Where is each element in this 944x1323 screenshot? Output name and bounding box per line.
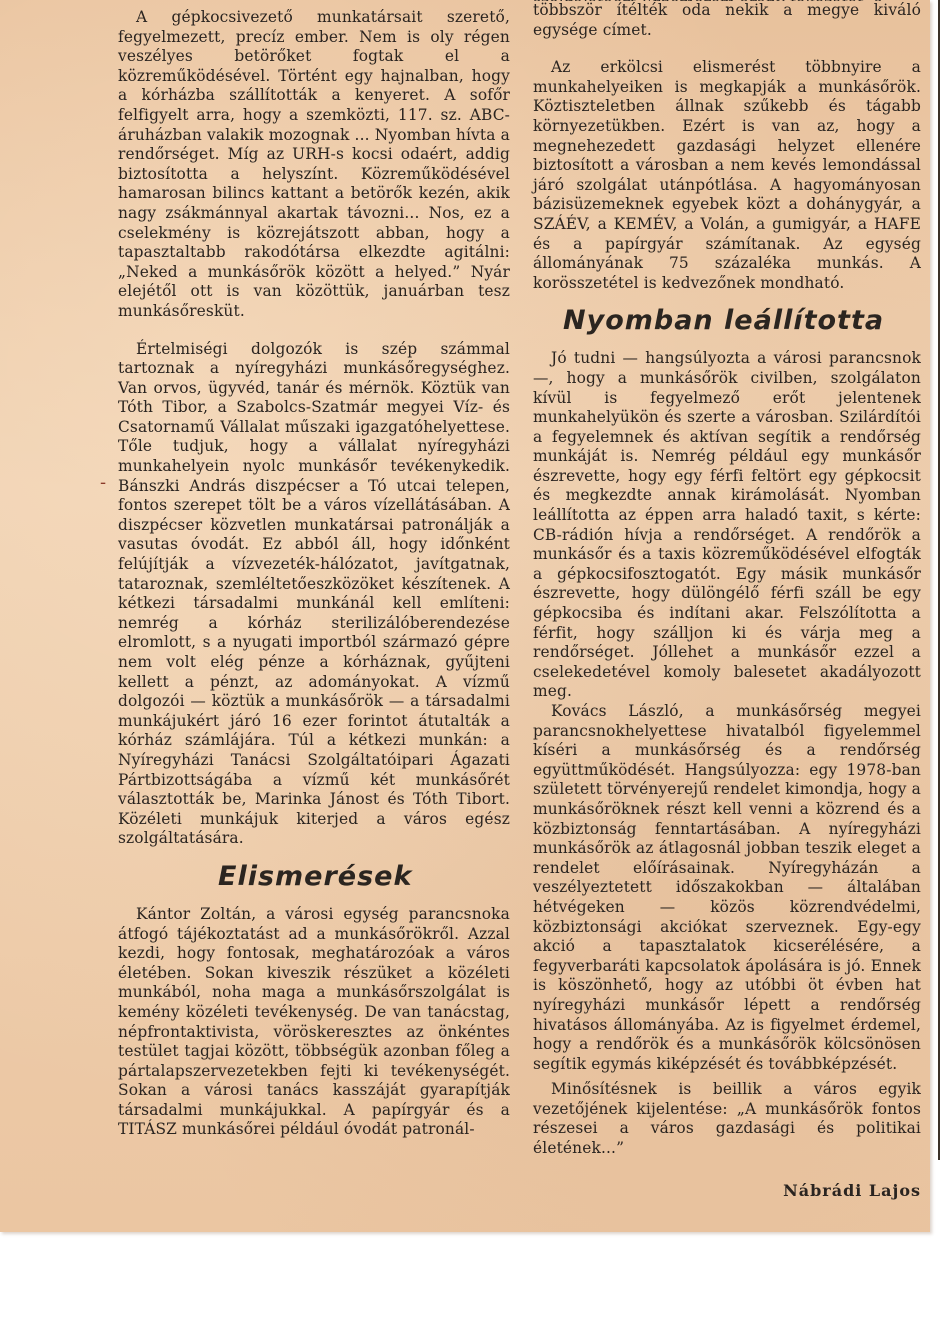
left-paragraph-2: Értelmiségi dolgozók is szép számmal tartoznak a nyíregyházi munkásőregységhez. Van orvos, ügyvéd, tanár és mérnök. Köztük van Tóth Tibor, a Szabolcs-Szatmár megyei Víz- és Csatornamű Vállalat műszaki igazgatóhelyettese. Tőle tudjuk, hogy a vállalat nyíregyházi munkahelyein nyolc munkásőr tevékenykedik. Bánszki András diszpécser a Tó utcai telepen, fontos szerepet tölt be a város vízellátásában. A diszpécser közvetlen munkatársai patronálják a vasutas óvodát. Ez abból áll, hogy időnként felújítják a vízvezeték-hálózatot, javítgatnak, tataroznak, szemléltetőeszközöket készítenek. A kétkezi társadalmi munkánál kell említeni: nemrég a kórház sterilizálóberendezése elromlott, s a nyugati importból származó gépre nem volt elég pénze a kórháznak, gyűjteni kellett a pénzt, az adományokat. A vízmű dolgozói — köztük a munkásőrök — a társadalmi munkájukért járó 16 ezer forintot átutalták a kórház számlájára. Túl a kétkezi munkán: a Nyíregyházi Tanácsi Szolgáltatóipari Ágazati Pártbizottságába a vízmű két munkásőrét választották be, Marinka Jánost és Tóth Tibort. Közéleti munkájuk kiterjed a város egész szolgáltatására. xyxy=(118,339,510,848)
left-paragraph-3: Kántor Zoltán, a városi egység parancsnoka átfogó tájékoztatást ad a munkásőrökről. Azzal kezdi, hogy fontosak, meghatározóak a város életében. Sokan kiveszik részüket a közéleti munkából, noha maga a munkásőrszolgálat is kemény közéleti tevékenység. De van tanácstag, népfrontaktivista, vöröskeresztes az önkéntes testület tagjai között, többségük azonban főleg a pártalapszervezetekben fejti ki tevékenységét. Sokan a városi tanács kasszáját gyarapítják társadalmi munkájukkal. A papírgyár és a TITÁSZ munkásőrei például óvodát patronál- xyxy=(118,904,510,1139)
byline: Nábrádi Lajos xyxy=(783,1180,921,1200)
heading-nyomban-leallitotta: Nyomban leállította xyxy=(563,305,885,337)
right-paragraph-1: többször ítélték oda nekik a megye kiváló egysége címet. xyxy=(533,1,921,39)
pen-mark: - xyxy=(100,472,107,493)
right-column xyxy=(533,0,921,1200)
right-paragraph-4: Kovács László, a munkásőrség megyei parancsnokhelyettese hivatalból figyelemmel kíséri a munkásőrség és a rendőrség együttműködését. Hangsúlyozza: egy 1978-ban született törvényerejű rendelet kimondja, hogy a munkásőröknek részt kell venni a közrend és a közbiztonság fenntartásában. A nyíregyházi munkásőrök az átlagosnál jobban teszik eleget a rendelet előírásainak. Nyíregyházán a veszélyeztetett időszakokban — általában hétvégeken — közös közrendvédelmi, közbiztonsági akciókat szerveznek. Egy-egy akció a tapasztalatok kicserélésére, a fegyverbaráti kapcsolatok ápolására is jó. Ennek is köszönhető, hogy az utóbbi öt évben hat nyíregyházi munkásőr lépett a rendőrség hivatásos állományába. Az is figyelmet érdemel, hogy a rendőrök és a munkásőrök kölcsönösen segítik egymás kiképzését és továbbképzését. xyxy=(533,702,921,1073)
right-paragraph-5: Minősítésnek is beillik a város egyik vezetőjének kijelentése: „A munkásőrök fontos részesei a város gazdasági és politikai életének...” xyxy=(533,1080,921,1158)
left-column xyxy=(118,0,510,1140)
heading-elismeresek: Elismerések xyxy=(218,860,413,892)
right-paragraph-3: Jó tudni — hangsúlyozta a városi parancsnok —, hogy a munkásőrök civilben, szolgálaton kívül is fegyelmező erőt jelentenek munkahelyükön és szerte a városban. Szilárdítói a fegyelemnek és aktívan segítik a rendőrség munkáját is. Nemrég például egy munkásőr észrevette, hogy egy férfi feltört egy gépkocsit és megkezdte annak kirámolását. Nyomban leállította az éppen arra haladó taxit, s kérte: CB-rádión hívja a rendőrséget. A rendőrök a munkásőr és a taxis közreműködésével elfogták a gépkocsifosztogatót. Egy másik munkásőr észrevette, hogy dülöngélő férfi száll be egy gépkocsiba és indítani akar. Felszólította a férfit, hogy szálljon ki és várja meg a rendőrséget. Jóllehet a munkásőr ezzel a cselekedetével komoly balesetet akadályozott meg. xyxy=(533,349,921,701)
column-rule xyxy=(938,0,940,1160)
left-paragraph-1: A gépkocsivezető munkatársait szerető, fegyelmezett, precíz ember. Nem is oly régen veszélyes betörőket fogtak el a közreműködésével. Történt egy hajnalban, hogy a kórházba szállították a kenyeret. A sofőr felfigyelt arra, hogy a szemközti, 117. sz. ABC-áruházban valakik mozognak ... Nyomban hívta a rendőrséget. Míg az URH-s kocsi odaért, addig biztosította a helyszínt. Közreműködésével hamarosan bilincs kattant a betörők kezén, akik nagy zsákmánnyal akartak távozni... Nos, ez a cselekmény is közrejátszott abban, hogy a tapasztaltabb rakodótársa elkezdte agitálni: „Neked a munkásőrök között a helyed.” Nyár elejétől ott is van közöttük, januárban tesz munkásőresküt. xyxy=(118,8,510,320)
right-paragraph-2: Az erkölcsi elismerést többnyire a munkahelyeiken is megkapják a munkásőrök. Köztiszteletben állnak szűkebb és tágabb környezetükben. Ezért is van az, hogy a megnehezedett gazdasági helyzet ellenére biztosított a városban a nem kevés lemondással járó szolgálat utánpótlása. A hagyományosan bázisüzemeknek egyebek közt a dohánygyár, a SZÁÉV, a KEMÉV, a Volán, a gumigyár, a HAFE és a papírgyár számítanak. Az egység állományának 75 százaléka munkás. A korösszetétel is kedvezőnek mondható. xyxy=(533,58,921,292)
